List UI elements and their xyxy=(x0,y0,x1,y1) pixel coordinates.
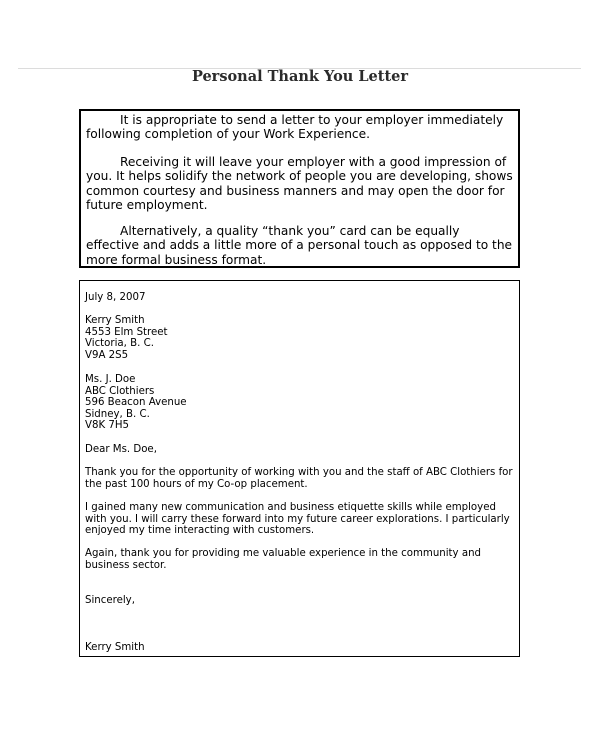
sender-postal: V9A 2S5 xyxy=(85,349,129,361)
recipient-name: Ms. J. Doe xyxy=(85,374,136,385)
recipient-address xyxy=(85,374,515,432)
recipient-company: ABC Clothiers xyxy=(85,385,155,397)
letter-paragraph-2: I gained many new communication and business etiquette skills while employed with you. I will carry these forward into my future career explorations. I particularly enjoyed my time interacting with customers. xyxy=(85,502,510,537)
letter-box xyxy=(79,280,520,657)
intro-paragraph-3: Alternatively, a quality “thank you” card can be equally effective and adds a little more of a personal touch as opposed to the more formal business format. xyxy=(86,224,513,267)
sender-name: Kerry Smith xyxy=(85,315,145,326)
letter-paragraph-3: Again, thank you for providing me valuable experience in the community and business sector. xyxy=(85,548,481,571)
sender-address xyxy=(85,315,515,361)
recipient-city: Sidney, B. C. xyxy=(85,408,150,420)
letter-paragraph-1: Thank you for the opportunity of working with you and the staff of ABC Clothiers for the past 100 hours of my Co-op placement. xyxy=(85,467,513,490)
intro-paragraph-2: Receiving it will leave your employer with a good impression of you. It helps solidify the network of people you are developing, shows common courtesy and business manners and may open the door for future employment. xyxy=(86,155,513,212)
letter-date: July 8, 2007 xyxy=(85,292,146,303)
sender-city: Victoria, B. C. xyxy=(85,338,154,350)
recipient-postal: V8K 7H5 xyxy=(85,420,129,432)
recipient-street: 596 Beacon Avenue xyxy=(85,397,187,409)
page-title: Personal Thank You Letter xyxy=(191,68,409,85)
closing: Sincerely, xyxy=(85,595,135,606)
sender-street: 4553 Elm Street xyxy=(85,326,168,338)
intro-box xyxy=(79,109,520,268)
intro-paragraph-1: It is appropriate to send a letter to your employer immediately following completion of your Work Experience. xyxy=(86,113,504,142)
salutation: Dear Ms. Doe, xyxy=(85,444,157,455)
signature: Kerry Smith xyxy=(85,642,145,653)
